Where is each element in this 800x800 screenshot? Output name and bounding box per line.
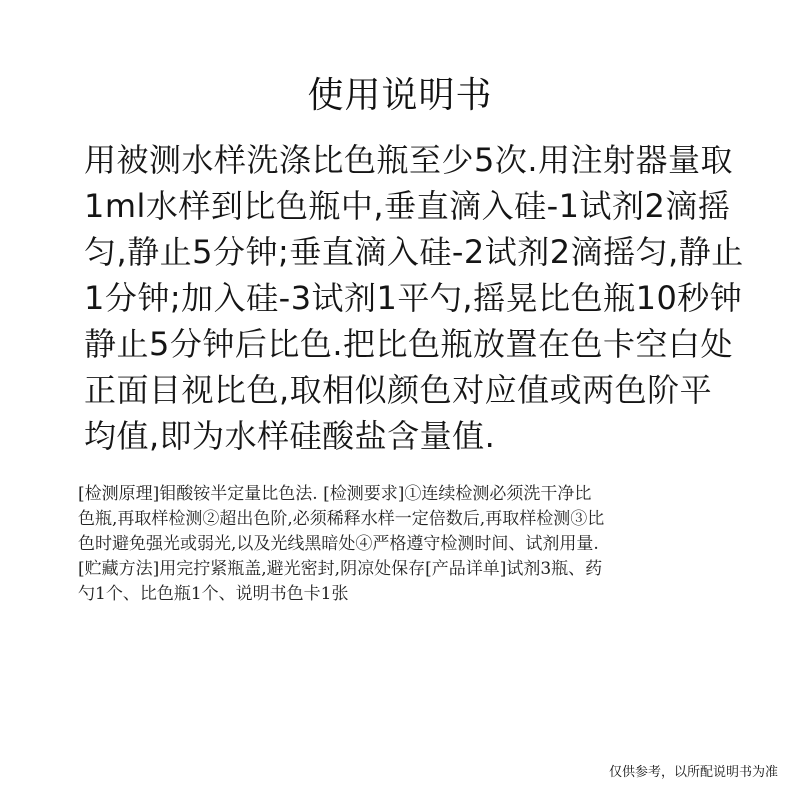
note-line: 色时避免强光或弱光,以及光线黑暗处④严格遵守检测时间、试剂用量. [78, 534, 599, 554]
note-line: [贮藏方法]用完拧紧瓶盖,避光密封,阴凉处保存[产品详单]试剂3瓶、药 [78, 559, 603, 579]
instruction-line: 均值,即为水样硅酸盐含量值. [84, 417, 496, 455]
instruction-line: 1ml水样到比色瓶中,垂直滴入硅-1试剂2滴摇 [84, 187, 731, 225]
note-line: 勺1个、比色瓶1个、说明书色卡1张 [78, 584, 349, 604]
instruction-line: 匀,静止5分钟;垂直滴入硅-2试剂2滴摇匀,静止 [84, 233, 744, 271]
page-title: 使用说明书 [307, 75, 493, 116]
instruction-line: 用被测水样洗涤比色瓶至少5次.用注射器量取 [84, 141, 734, 179]
notes-paragraph [78, 482, 738, 606]
note-line: [检测原理]钼酸铵半定量比色法. [检测要求]①连续检测必须洗干净比 [78, 484, 592, 504]
note-line: 色瓶,再取样检测②超出色阶,必须稀释水样一定倍数后,再取样检测③比 [78, 509, 605, 529]
instruction-line: 1分钟;加入硅-3试剂1平勺,摇晃比色瓶10秒钟 [84, 279, 743, 317]
instruction-line: 静止5分钟后比色.把比色瓶放置在色卡空白处 [84, 325, 734, 363]
disclaimer-text: 仅供参考，以所配说明书为准 [608, 765, 778, 780]
instructions-paragraph [84, 138, 744, 458]
instruction-line: 正面目视比色,取相似颜色对应值或两色阶平 [84, 371, 713, 409]
